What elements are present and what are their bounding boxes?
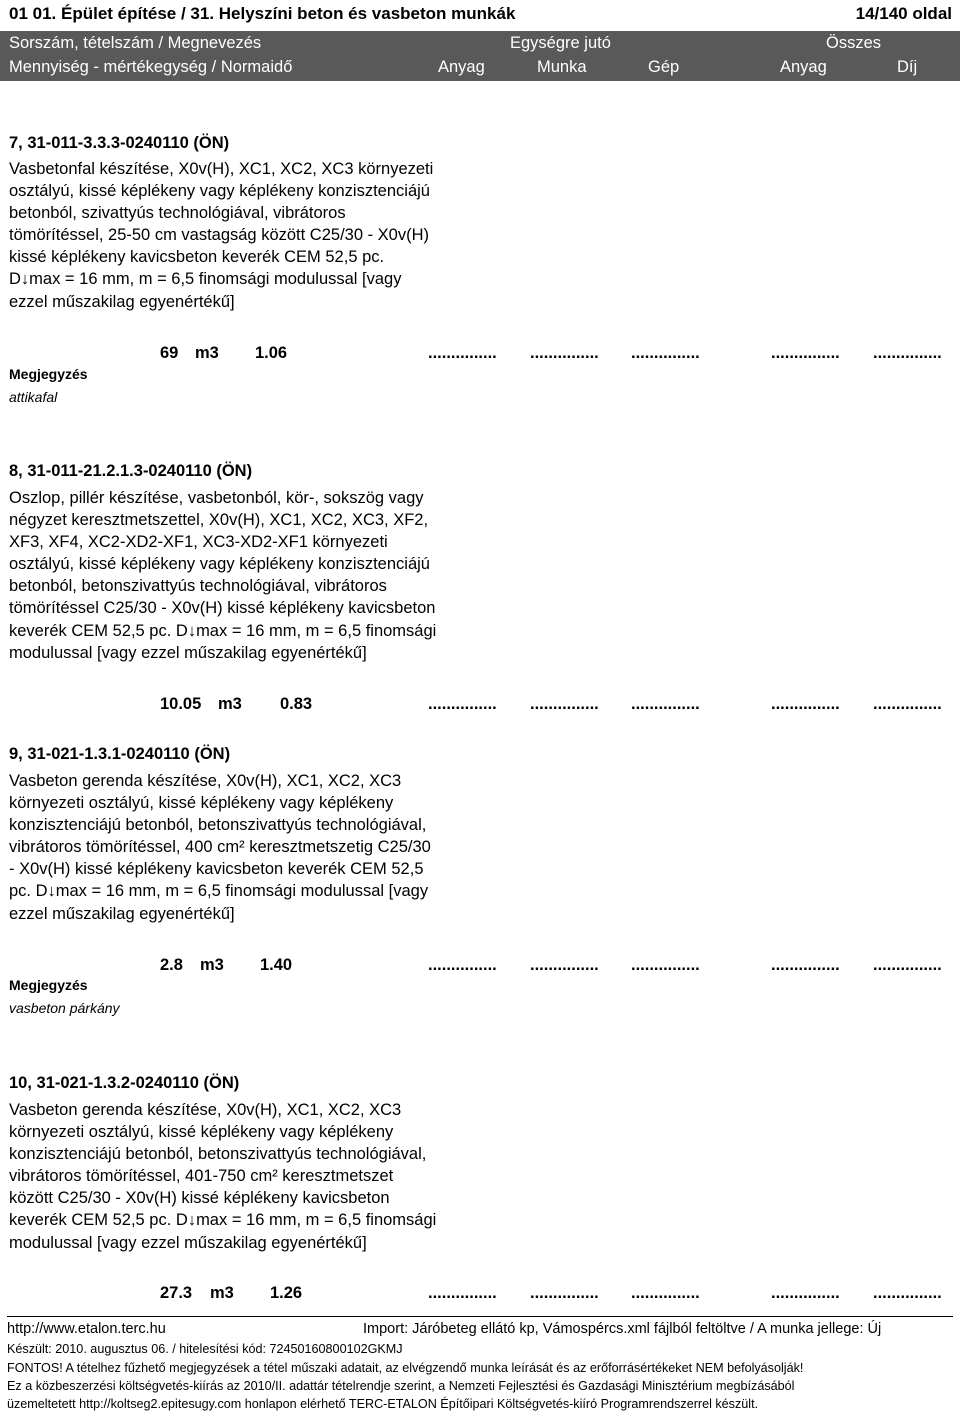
header-col-unit: Egységre jutó xyxy=(510,34,611,52)
total-dij: ............... xyxy=(873,344,942,362)
price-munka: ............... xyxy=(530,956,599,974)
item-unit: m3 xyxy=(210,1284,234,1302)
item-unit: m3 xyxy=(218,695,242,713)
item-description: Oszlop, pillér készítése, vasbetonból, kör-, sokszög vagy négyzet keresztmetszettel, X0v(H), XC1, XC2, XC3, XF2, XF3, XF4, XC2-XD2-XF1, XC3-XD2-XF1 környezeti osztályú, kissé képlékeny vagy képlékeny konzisztenciájú betonból, betonszivattyús technológiával, vibrátoros tömörítéssel C25/30 - X0v(H) kissé képlékeny kavicsbeton keverék CEM 52,5 pc. D↓max = 16 mm, m = 6,5 finomsági modulussal [vagy ezzel műszakilag egyenértékű] xyxy=(9,489,437,662)
item-description: Vasbeton gerenda készítése, X0v(H), XC1, XC2, XC3 környezeti osztályú, kissé képlékeny vagy képlékeny konzisztenciájú betonból, betonszivattyús technológiával, vibrátoros tömörítéssel, 401-750 cm² keresztmetszet között C25/30 - X0v(H) kissé képlékeny kavicsbeton keverék CEM 52,5 pc. D↓max = 16 mm, m = 6,5 finomsági modulussal [vagy ezzel műszakilag egyenértékű] xyxy=(9,1101,437,1252)
note-text: attikafal xyxy=(9,389,58,405)
price-munka: ............... xyxy=(530,695,599,713)
footer-import-info: Import: Járóbeteg ellátó kp, Vámospércs.xml fájlból feltöltve / A munka jellege: Új xyxy=(363,1321,882,1337)
footer-system-note: üzemeltetett http://koltseg2.epitesugy.com honlapon elérhető TERC-ETALON Építőipari Költségvetés-kiíró Programrendszerrel készült. xyxy=(7,1397,759,1411)
total-anyag: ............... xyxy=(771,344,840,362)
note-label: Megjegyzés xyxy=(9,366,88,382)
item-quantity: 27.3 xyxy=(160,1284,193,1302)
footer-procurement-note: Ez a közbeszerzési költségvetés-kiírás az 2010/II. adattár tételrendje szerint, a Nemzeti Fejlesztési és Gazdasági Minisztérium megbízásából xyxy=(7,1379,795,1393)
total-dij: ............... xyxy=(873,956,942,974)
header-col-anyag: Anyag xyxy=(438,58,485,76)
item-title: 9, 31-021-1.3.1-0240110 (ÖN) xyxy=(9,745,231,763)
footer-url-link[interactable]: http://www.etalon.terc.hu xyxy=(7,1321,166,1337)
price-gep: ............... xyxy=(631,695,700,713)
total-dij: ............... xyxy=(873,695,942,713)
price-munka: ............... xyxy=(530,1284,599,1302)
total-anyag: ............... xyxy=(771,956,840,974)
footer-divider xyxy=(7,1316,953,1317)
item-description: Vasbetonfal készítése, X0v(H), XC1, XC2, XC3 környezeti osztályú, kissé képlékeny vagy képlékeny konzisztenciájú betonból, szivattyús technológiával, vibrátoros tömörítéssel, 25-50 cm vastagság között C25/30 - X0v(H) kissé képlékeny kavicsbeton keverék CEM 52,5 pc. D↓max = 16 mm, m = 6,5 finomsági modulussal [vagy ezzel műszakilag egyenértékű] xyxy=(9,160,434,311)
header-col-main: Sorszám, tételszám / Megnevezés xyxy=(9,34,262,52)
price-anyag: ............... xyxy=(428,344,497,362)
price-gep: ............... xyxy=(631,1284,700,1302)
note-text: vasbeton párkány xyxy=(9,1000,120,1016)
header-col-quantity: Mennyiség - mértékegység / Normaidő xyxy=(9,58,293,76)
item-title: 10, 31-021-1.3.2-0240110 (ÖN) xyxy=(9,1074,240,1092)
price-gep: ............... xyxy=(631,956,700,974)
item-unit: m3 xyxy=(195,344,219,362)
item-norm: 1.26 xyxy=(270,1284,303,1302)
note-label: Megjegyzés xyxy=(9,977,88,993)
header-col-munka: Munka xyxy=(537,58,587,76)
price-anyag: ............... xyxy=(428,956,497,974)
page-number: 14/140 oldal xyxy=(855,4,952,23)
total-anyag: ............... xyxy=(771,1284,840,1302)
price-anyag: ............... xyxy=(428,695,497,713)
item-title: 8, 31-011-21.2.1.3-0240110 (ÖN) xyxy=(9,462,253,480)
item-description: Vasbeton gerenda készítése, X0v(H), XC1, XC2, XC3 környezeti osztályú, kissé képlékeny vagy képlékeny konzisztenciájú betonból, betonszivattyús technológiával, vibrátoros tömörítéssel, 400 cm² keresztmetszetig C25/30 - X0v(H) kissé képlékeny kavicsbeton keverék CEM 52,5 pc. D↓max = 16 mm, m = 6,5 finomsági modulussal [vagy ezzel műszakilag egyenértékű] xyxy=(9,772,431,923)
total-anyag: ............... xyxy=(771,695,840,713)
header-col-gep: Gép xyxy=(648,58,680,76)
footer-important-note: FONTOS! A tételhez fűzhető megjegyzések a tétel műszaki adatait, az elvégzendő munka leírását és az erőforrásértékeket NEM befolyásolják! xyxy=(7,1361,804,1375)
column-header-band xyxy=(0,31,960,81)
item-norm: 1.06 xyxy=(255,344,288,362)
item-quantity: 69 xyxy=(160,344,179,362)
price-anyag: ............... xyxy=(428,1284,497,1302)
price-munka: ............... xyxy=(530,344,599,362)
footer-created: Készült: 2010. augusztus 06. / hitelesítési kód: 72450160800102GKMJ xyxy=(7,1342,403,1356)
price-gep: ............... xyxy=(631,344,700,362)
document-title: 01 01. Épület építése / 31. Helyszíni beton és vasbeton munkák xyxy=(9,4,516,23)
item-quantity: 10.05 xyxy=(160,695,202,713)
item-norm: 1.40 xyxy=(260,956,293,974)
item-quantity: 2.8 xyxy=(160,956,183,974)
header-col-total: Összes xyxy=(826,34,882,52)
item-unit: m3 xyxy=(200,956,224,974)
total-dij: ............... xyxy=(873,1284,942,1302)
header-col-dij: Díj xyxy=(897,58,918,76)
item-title: 7, 31-011-3.3.3-0240110 (ÖN) xyxy=(9,134,230,152)
header-col-anyag-total: Anyag xyxy=(780,58,827,76)
item-norm: 0.83 xyxy=(280,695,313,713)
